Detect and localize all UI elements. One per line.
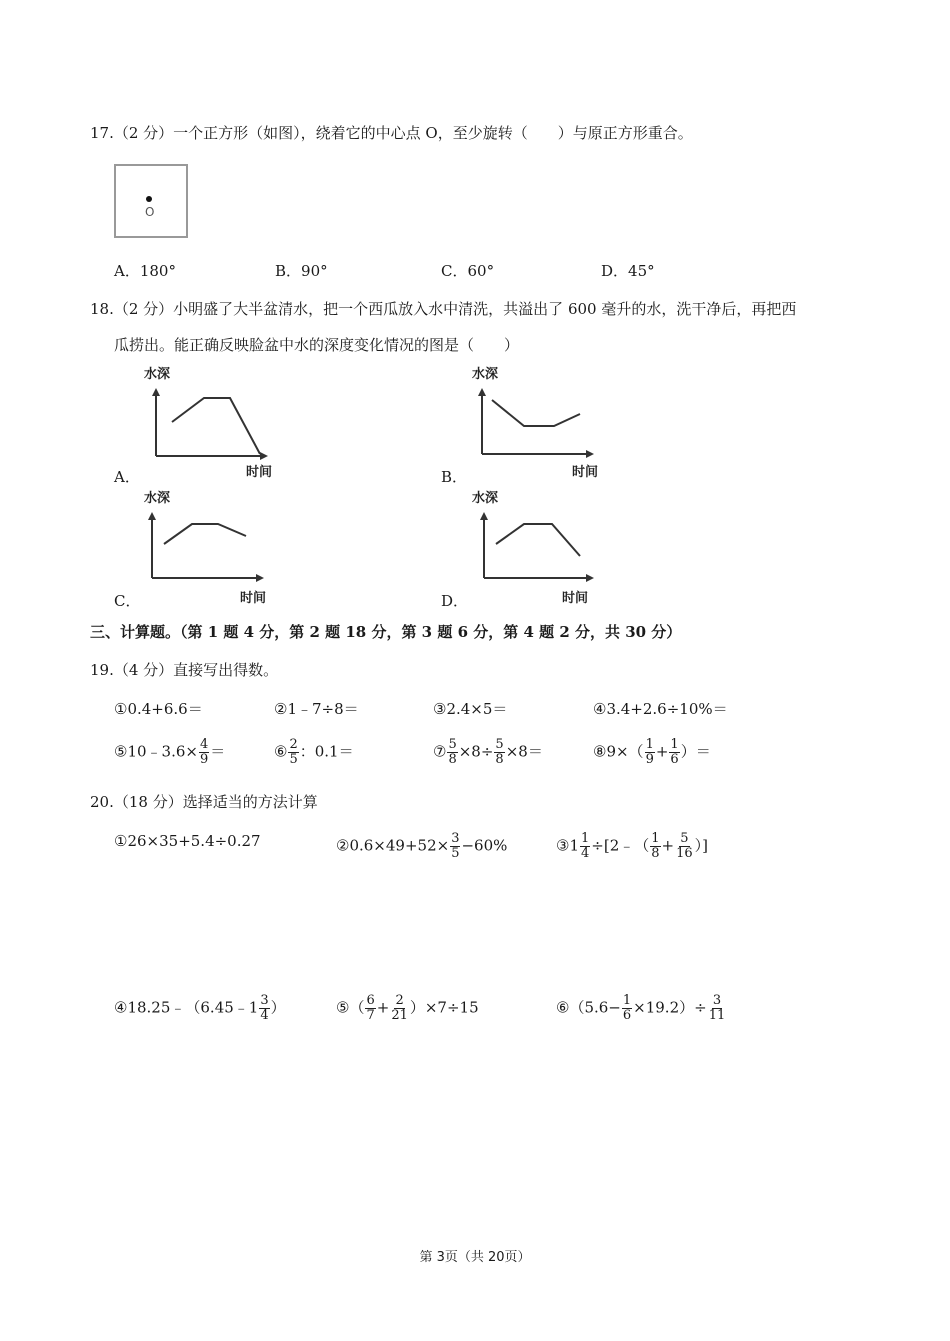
- graph-b-label: B．: [441, 468, 468, 486]
- graph-d-y-arrow: [480, 512, 488, 520]
- graph-d-y-label: 水深: [472, 491, 499, 506]
- numerator: 1: [670, 737, 679, 752]
- center-point-dot: [146, 196, 152, 202]
- graph-b[interactable]: [466, 362, 606, 480]
- q20-expr-4: [114, 994, 286, 1023]
- expr-text: ⑤10﹣3.6×: [114, 742, 198, 761]
- denominator: 11: [708, 1008, 726, 1023]
- numerator: 4: [199, 737, 209, 752]
- numerator: 2: [289, 737, 298, 752]
- q18-stem-line2: 瓜捞出。能正确反映脸盆中水的深度变化情况的图是（ ）: [114, 336, 520, 354]
- q20-expr-3: [556, 832, 708, 861]
- q17-stem: 17.（2 分）一个正方形（如图），绕着它的中心点 O，至少旋转（ ）与原正方形重合。: [90, 124, 693, 142]
- denominator: 9: [199, 752, 209, 767]
- graph-c-x-arrow: [256, 574, 264, 582]
- fraction: [450, 832, 460, 861]
- q20-stem: 20.（18 分）选择适当的方法计算: [90, 793, 318, 811]
- graph-b-y-arrow: [478, 388, 486, 396]
- expr-text: +: [376, 998, 390, 1017]
- expr-text: ⑧9×（: [593, 742, 644, 761]
- graph-c-y-label: 水深: [144, 491, 171, 506]
- expr-text: ⑦: [433, 742, 447, 761]
- denominator: 6: [670, 752, 679, 767]
- q19-expr-6: [274, 738, 354, 767]
- graph-a-label: A．: [114, 468, 140, 486]
- graph-b-y-label: 水深: [472, 367, 499, 382]
- graph-a-x-arrow: [260, 452, 268, 460]
- denominator: 5: [289, 752, 298, 767]
- expr-text: ）]: [694, 836, 709, 855]
- denominator: 8: [448, 752, 457, 767]
- fraction: [259, 994, 269, 1023]
- graph-d-x-label: 时间: [562, 591, 589, 606]
- center-label: O: [145, 205, 155, 219]
- expr-text: ③1: [556, 836, 579, 855]
- denominator: 8: [651, 846, 660, 861]
- denominator: 4: [260, 1008, 269, 1023]
- q19-expr-2: ②1﹣7÷8＝: [274, 700, 359, 718]
- graph-a-y-label: 水深: [144, 367, 171, 382]
- expr-text: ：0.1＝: [299, 742, 354, 761]
- graph-d[interactable]: [466, 486, 606, 606]
- q17-option-b[interactable]: B．90°: [275, 262, 328, 280]
- numerator: 3: [260, 993, 269, 1008]
- q20-expr-2: [336, 832, 507, 861]
- fraction: [199, 738, 209, 767]
- expr-text: ×8÷: [458, 742, 494, 761]
- expr-text: ×19.2）÷: [633, 998, 707, 1017]
- expr-text: −60%: [461, 836, 508, 855]
- numerator: 2: [395, 993, 404, 1008]
- numerator: 5: [448, 737, 457, 752]
- q19-expr-1: ①0.4+6.6＝: [114, 700, 203, 718]
- graph-d-label: D．: [441, 592, 469, 610]
- numerator: 3: [451, 831, 460, 846]
- numerator: 5: [680, 831, 689, 846]
- expr-text: ⑥（5.6−: [556, 998, 621, 1017]
- graph-b-x-label: 时间: [572, 465, 599, 480]
- denominator: 5: [451, 846, 460, 861]
- expr-text: ④18.25﹣（6.45﹣1: [114, 998, 259, 1017]
- q18-stem-line1: 18.（2 分）小明盛了大半盆清水，把一个西瓜放入水中清洗，共溢出了 600 毫升的水，洗干净后，再把西: [90, 300, 797, 318]
- graph-c-line: [164, 524, 246, 544]
- fraction: [390, 994, 409, 1023]
- expr-text: +: [661, 836, 675, 855]
- graph-a-y-arrow: [152, 388, 160, 396]
- denominator: 4: [581, 846, 590, 861]
- expr-text: ）×7÷15: [409, 998, 479, 1017]
- fraction: [580, 832, 590, 861]
- fraction: [622, 994, 632, 1023]
- numerator: 1: [645, 737, 654, 752]
- fraction: [645, 738, 655, 767]
- graph-a-x-label: 时间: [246, 465, 273, 480]
- expr-text: ）＝: [680, 742, 711, 761]
- graph-d-line: [496, 524, 580, 556]
- fraction: [669, 738, 679, 767]
- page-footer: 第 3页（共 20页）: [419, 1250, 531, 1265]
- expr-text: +: [655, 742, 669, 761]
- fraction: [675, 832, 694, 861]
- section3-heading: 三、计算题。（第 1 题 4 分，第 2 题 18 分，第 3 题 6 分，第 4 题 2 分，共 30 分）: [90, 623, 682, 641]
- denominator: 21: [391, 1008, 408, 1023]
- denominator: 6: [622, 1008, 632, 1023]
- q19-expr-5: [114, 738, 225, 767]
- expr-text: ×8＝: [505, 742, 543, 761]
- expr-text: ÷[2﹣（: [591, 836, 650, 855]
- denominator: 8: [495, 752, 504, 767]
- expr-text: ⑥: [274, 742, 288, 761]
- graph-a[interactable]: [138, 362, 278, 480]
- q19-expr-8: [593, 738, 711, 767]
- expr-text: ⑤（: [336, 998, 365, 1017]
- numerator: 1: [651, 831, 660, 846]
- q20-expr-1: ①26×35+5.4÷0.27: [114, 832, 261, 850]
- q19-stem: 19.（4 分）直接写出得数。: [90, 661, 279, 679]
- q17-option-c[interactable]: C．60°: [441, 262, 495, 280]
- fraction: [494, 738, 504, 767]
- graph-c-label: C．: [114, 592, 141, 610]
- fraction: [365, 994, 375, 1023]
- fraction: [288, 738, 298, 767]
- numerator: 5: [495, 737, 504, 752]
- graph-b-x-arrow: [586, 450, 594, 458]
- graph-b-line: [492, 400, 580, 426]
- fraction: [447, 738, 457, 767]
- denominator: 16: [676, 846, 693, 861]
- q17-option-d[interactable]: D．45°: [601, 262, 655, 280]
- numerator: 6: [366, 993, 375, 1008]
- numerator: 1: [581, 831, 590, 846]
- q20-expr-6: [556, 994, 727, 1023]
- fraction: [650, 832, 660, 861]
- graph-c-x-label: 时间: [240, 591, 267, 606]
- denominator: 7: [366, 1008, 375, 1023]
- denominator: 9: [645, 752, 654, 767]
- expr-text: ②0.6×49+52×: [336, 836, 450, 855]
- graph-c-y-arrow: [148, 512, 156, 520]
- q20-expr-5: [336, 994, 479, 1023]
- q19-expr-7: [433, 738, 543, 767]
- numerator: 3: [712, 993, 722, 1008]
- graph-c[interactable]: [138, 486, 278, 606]
- expr-text: ）: [270, 998, 286, 1017]
- expr-text: ＝: [210, 742, 226, 761]
- q19-expr-3: ③2.4×5＝: [433, 700, 508, 718]
- graph-d-x-arrow: [586, 574, 594, 582]
- graph-a-line: [172, 398, 260, 454]
- q19-expr-4: ④3.4+2.6÷10%＝: [593, 700, 728, 718]
- q17-option-a[interactable]: A．180°: [114, 262, 176, 280]
- numerator: 1: [622, 993, 632, 1008]
- fraction: [708, 994, 727, 1023]
